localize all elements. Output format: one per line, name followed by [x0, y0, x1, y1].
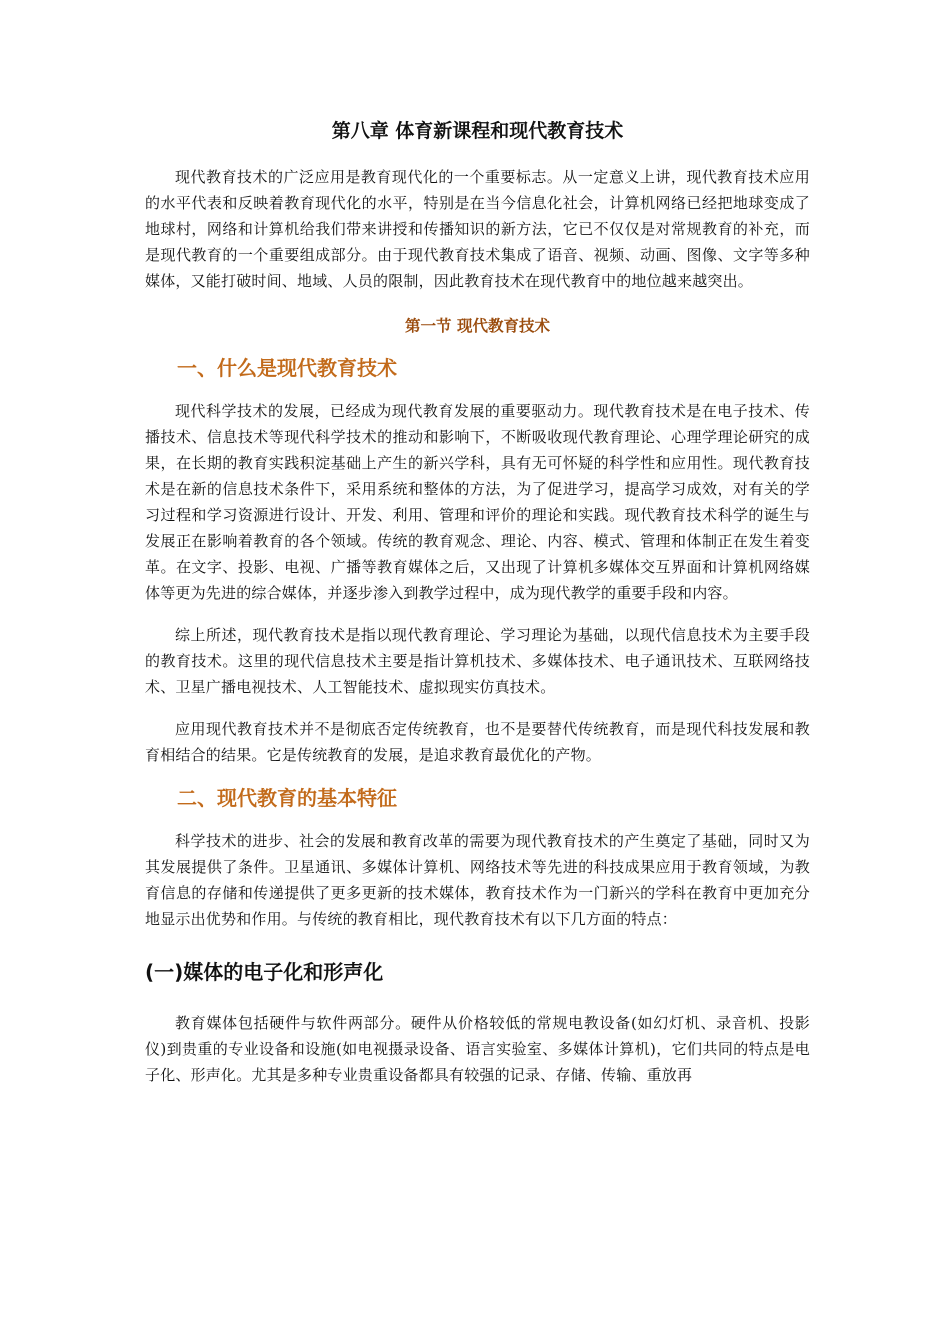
intro-paragraph: 现代教育技术的广泛应用是教育现代化的一个重要标志。从一定意义上讲，现代教育技术应用的水平代表和反映着教育现代化的水平，特别是在当今信息化社会，计算机网络已经把地球变成了地球村，网络和计算机给我们带来讲授和传播知识的新方法，它已不仅仅是对常规教育的补充，而是现代教育的一个重要组成部分。由于现代教育技术集成了语音、视频、动画、图像、文字等多种媒体，又能打破时间、地域、人员的限制，因此教育技术在现代教育中的地位越来越突出。: [145, 168, 810, 290]
paragraph-media: 教育媒体包括硬件与软件两部分。硬件从价格较低的常规电教设备(如幻灯机、录音机、投影仪)到贵重的专业设备和设施(如电视摄录设备、语言实验室、多媒体计算机)，它们共同的特点是电子化、形声化。尤其是多种专业贵重设备都具有较强的记录、存储、传输、重放再: [145, 1014, 810, 1084]
paragraph-development: 现代科学技术的发展，已经成为现代教育发展的重要驱动力。现代教育技术是在电子技术、传播技术、信息技术等现代科学技术的推动和影响下，不断吸收现代教育理论、心理学理论研究的成果，在长期的教育实践积淀基础上产生的新兴学科，具有无可怀疑的科学性和应用性。现代教育技术是在新的信息技术条件下，采用系统和整体的方法，为了促进学习，提高学习成效，对有关的学习过程和学习资源进行设计、开发、利用、管理和评价的理论和实践。现代教育技术科学的诞生与发展正在影响着教育的各个领域。传统的教育观念、理论、内容、模式、管理和体制正在发生着变革。在文字、投影、电视、广播等教育媒体之后，又出现了计算机多媒体交互界面和计算机网络媒体等更为先进的综合媒体，并逐步渗入到教学过程中，成为现代教学的重要手段和内容。: [145, 402, 810, 602]
paragraph-application: 应用现代教育技术并不是彻底否定传统教育，也不是要替代传统教育，而是现代科技发展和教育相结合的结果。它是传统教育的发展，是追求教育最优化的产物。: [145, 720, 810, 764]
chapter-title: 第八章 体育新课程和现代教育技术: [331, 120, 624, 142]
heading-basic-features: 二、现代教育的基本特征: [177, 786, 397, 810]
paragraph-summary: 综上所述，现代教育技术是指以现代教育理论、学习理论为基础，以现代信息技术为主要手段的教育技术。这里的现代信息技术主要是指计算机技术、多媒体技术、电子通讯技术、互联网络技术、卫星广播电视技术、人工智能技术、虚拟现实仿真技术。: [145, 626, 810, 696]
page-content: [145, 118, 810, 1088]
heading-what-is-modern-edu-tech: 一、什么是现代教育技术: [177, 356, 397, 380]
paragraph-features-intro: 科学技术的进步、社会的发展和教育改革的需要为现代教育技术的产生奠定了基础，同时又为其发展提供了条件。卫星通讯、多媒体计算机、网络技术等先进的科技成果应用于教育领域，为教育信息的存储和传递提供了更多更新的技术媒体，教育技术作为一门新兴的学科在教育中更加充分地显示出优势和作用。与传统的教育相比，现代教育技术有以下几方面的特点：: [145, 832, 810, 928]
section-title: 第一节 现代教育技术: [405, 317, 550, 335]
heading-media-electronic: (一)媒体的电子化和形声化: [145, 960, 384, 984]
